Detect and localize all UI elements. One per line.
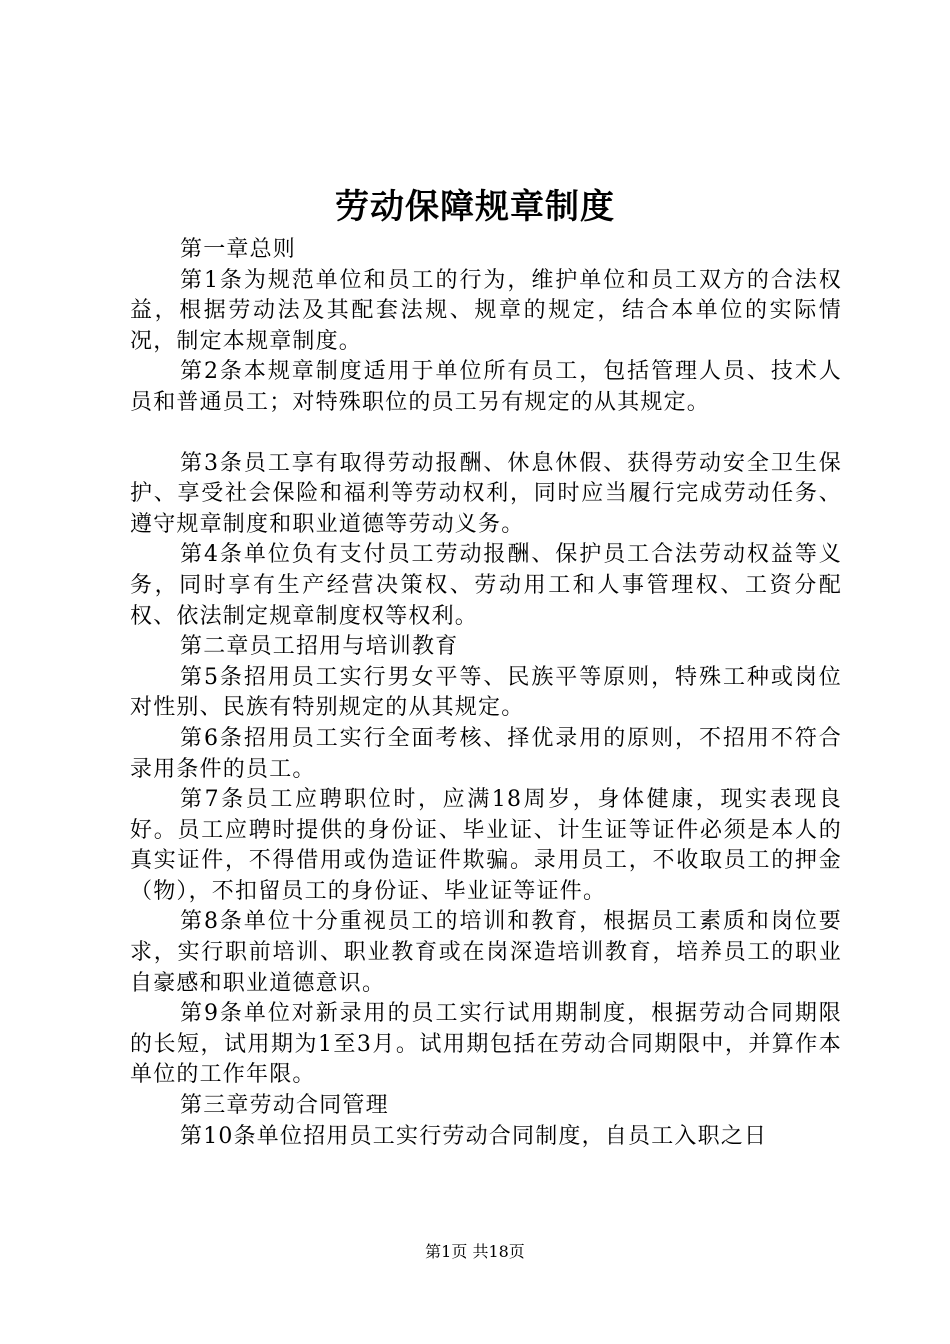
article-paragraph: 第4条单位负有支付员工劳动报酬、保护员工合法劳动权益等义务，同时享有生产经营决策权、劳动用工和人事管理权、工资分配权、依法制定规章制度权等权利。	[130, 542, 842, 629]
chapter-heading: 第一章总则	[180, 237, 297, 262]
article-paragraph: 第7条员工应聘职位时，应满18周岁，身体健康，现实表现良好。员工应聘时提供的身份证、毕业证、计生证等证件必须是本人的真实证件，不得借用或伪造证件欺骗。录用员工，不收取员工的押金（物），不扣留员工的身份证、毕业证等证件。	[130, 787, 842, 904]
article-paragraph: 第5条招用员工实行男女平等、民族平等原则，特殊工种或岗位对性别、民族有特别规定的从其规定。	[130, 664, 842, 721]
chapter-heading: 第二章员工招用与培训教育	[180, 634, 459, 660]
document-title: 劳动保障规章制度	[335, 187, 615, 227]
article-paragraph: 第10条单位招用员工实行劳动合同制度，自员工入职之日	[180, 1123, 768, 1149]
article-paragraph: 第1条为规范单位和员工的行为，维护单位和员工双方的合法权益，根据劳动法及其配套法规、规章的规定，结合本单位的实际情况，制定本规章制度。	[130, 267, 842, 354]
chapter-heading: 第三章劳动合同管理	[180, 1093, 389, 1119]
article-paragraph: 第9条单位对新录用的员工实行试用期制度，根据劳动合同期限的长短，试用期为1至3月。试用期包括在劳动合同期限中，并算作本单位的工作年限。	[130, 1001, 842, 1088]
document-body	[130, 235, 842, 1152]
article-paragraph: 第3条员工享有取得劳动报酬、休息休假、获得劳动安全卫生保护、享受社会保险和福利等劳动权利，同时应当履行完成劳动任务、遵守规章制度和职业道德等劳动义务。	[130, 450, 842, 537]
article-paragraph: 第8条单位十分重视员工的培训和教育，根据员工素质和岗位要求，实行职前培训、职业教育或在岗深造培训教育，培养员工的职业自豪感和职业道德意识。	[130, 909, 842, 996]
page-footer: 第1页 共18页	[425, 1242, 525, 1261]
article-paragraph: 第6条招用员工实行全面考核、择优录用的原则，不招用不符合录用条件的员工。	[130, 725, 842, 782]
article-paragraph: 第2条本规章制度适用于单位所有员工，包括管理人员、技术人员和普通员工；对特殊职位的员工另有规定的从其规定。	[130, 359, 842, 415]
